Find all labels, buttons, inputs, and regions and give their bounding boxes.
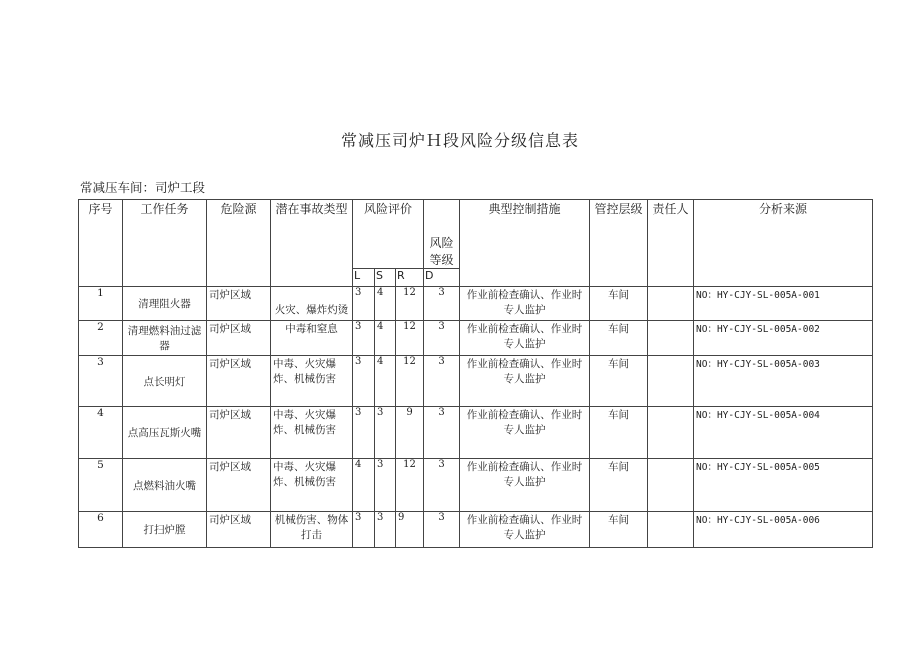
cell-R: 12 <box>396 287 424 321</box>
table-row <box>79 512 873 548</box>
cell-control-level: 车间 <box>590 459 648 512</box>
cell-seq: 5 <box>79 459 123 512</box>
cell-accident: 中毒、火灾爆炸、机械伤害 <box>271 459 353 512</box>
cell-control-level: 车间 <box>590 321 648 356</box>
cell-S: 3 <box>375 512 396 548</box>
cell-seq: 2 <box>79 321 123 356</box>
header-risk-eval: 风险评价 <box>353 200 424 269</box>
cell-control: 作业前检查确认、作业时专人监护 <box>460 356 590 407</box>
risk-table <box>78 199 873 548</box>
cell-control-level: 车间 <box>590 512 648 548</box>
cell-R: 12 <box>396 459 424 512</box>
header-accident: 潜在事故类型 <box>271 200 353 287</box>
cell-L: 4 <box>353 459 375 512</box>
cell-source: NO：HY-CJY-SL-005A-004 <box>694 407 873 459</box>
header-R: R <box>396 269 424 287</box>
cell-task: 打扫炉膛 <box>123 512 207 548</box>
cell-owner <box>648 321 694 356</box>
cell-D: 3 <box>424 321 460 356</box>
header-control: 典型控制措施 <box>460 200 590 287</box>
cell-control-level: 车间 <box>590 407 648 459</box>
cell-S: 4 <box>375 287 396 321</box>
cell-seq: 1 <box>79 287 123 321</box>
header-S: S <box>375 269 396 287</box>
cell-owner <box>648 407 694 459</box>
cell-control: 作业前检查确认、作业时专人监护 <box>460 287 590 321</box>
cell-accident: 火灾、爆炸灼烫 <box>271 287 353 321</box>
cell-accident: 中毒和窒息 <box>271 321 353 356</box>
cell-owner <box>648 512 694 548</box>
cell-source: NO：HY-CJY-SL-005A-003 <box>694 356 873 407</box>
table-row <box>79 356 873 407</box>
cell-hazard: 司炉区域 <box>207 512 271 548</box>
header-task: 工作任务 <box>123 200 207 287</box>
header-risk-level-label: 风险等级 <box>429 236 454 267</box>
cell-task: 清理阻火器 <box>123 287 207 321</box>
cell-owner <box>648 459 694 512</box>
header-control-level: 管控层级 <box>590 200 648 287</box>
cell-task: 点燃料油火嘴 <box>123 459 207 512</box>
cell-hazard: 司炉区域 <box>207 287 271 321</box>
header-seq: 序号 <box>79 200 123 287</box>
cell-D: 3 <box>424 356 460 407</box>
header-source: 分析来源 <box>694 200 873 287</box>
cell-seq: 3 <box>79 356 123 407</box>
cell-hazard: 司炉区域 <box>207 356 271 407</box>
cell-control: 作业前检查确认、作业时专人监护 <box>460 459 590 512</box>
table-row <box>79 321 873 356</box>
cell-R: 9 <box>396 407 424 459</box>
header-L: L <box>353 269 375 287</box>
cell-S: 4 <box>375 356 396 407</box>
cell-L: 3 <box>353 407 375 459</box>
cell-control: 作业前检查确认、作业时专人监护 <box>460 512 590 548</box>
cell-D: 3 <box>424 287 460 321</box>
cell-S: 3 <box>375 407 396 459</box>
cell-control: 作业前检查确认、作业时专人监护 <box>460 321 590 356</box>
page-title: 常减压司炉Ｈ段风险分级信息表 <box>340 131 579 150</box>
cell-L: 3 <box>353 512 375 548</box>
cell-task: 点长明灯 <box>123 356 207 407</box>
cell-control-level: 车间 <box>590 287 648 321</box>
cell-hazard: 司炉区域 <box>207 407 271 459</box>
header-risk-level <box>424 200 460 269</box>
section-subtitle: 常减压车间：司炉工段 <box>80 180 206 195</box>
cell-source: NO：HY-CJY-SL-005A-001 <box>694 287 873 321</box>
cell-source: NO：HY-CJY-SL-005A-006 <box>694 512 873 548</box>
cell-accident: 机械伤害、物体打击 <box>271 512 353 548</box>
cell-hazard: 司炉区域 <box>207 321 271 356</box>
cell-source: NO：HY-CJY-SL-005A-005 <box>694 459 873 512</box>
header-hazard: 危险源 <box>207 200 271 287</box>
cell-task: 清理燃料油过滤器 <box>123 321 207 356</box>
cell-seq: 4 <box>79 407 123 459</box>
cell-L: 3 <box>353 356 375 407</box>
cell-D: 3 <box>424 459 460 512</box>
table-row <box>79 407 873 459</box>
cell-D: 3 <box>424 512 460 548</box>
cell-L: 3 <box>353 287 375 321</box>
cell-R: 12 <box>396 321 424 356</box>
cell-accident: 中毒、火灾爆炸、机械伤害 <box>271 407 353 459</box>
cell-control: 作业前检查确认、作业时专人监护 <box>460 407 590 459</box>
table-row <box>79 287 873 321</box>
cell-L: 3 <box>353 321 375 356</box>
cell-source: NO：HY-CJY-SL-005A-002 <box>694 321 873 356</box>
cell-R: 9 <box>396 512 424 548</box>
cell-control-level: 车间 <box>590 356 648 407</box>
cell-accident: 中毒、火灾爆炸、机械伤害 <box>271 356 353 407</box>
cell-S: 3 <box>375 459 396 512</box>
cell-R: 12 <box>396 356 424 407</box>
cell-hazard: 司炉区域 <box>207 459 271 512</box>
cell-task: 点高压瓦斯火嘴 <box>123 407 207 459</box>
table-row <box>79 459 873 512</box>
cell-D: 3 <box>424 407 460 459</box>
header-owner: 责任人 <box>648 200 694 287</box>
cell-seq: 6 <box>79 512 123 548</box>
cell-owner <box>648 356 694 407</box>
cell-S: 4 <box>375 321 396 356</box>
header-D: D <box>424 269 460 287</box>
cell-owner <box>648 287 694 321</box>
